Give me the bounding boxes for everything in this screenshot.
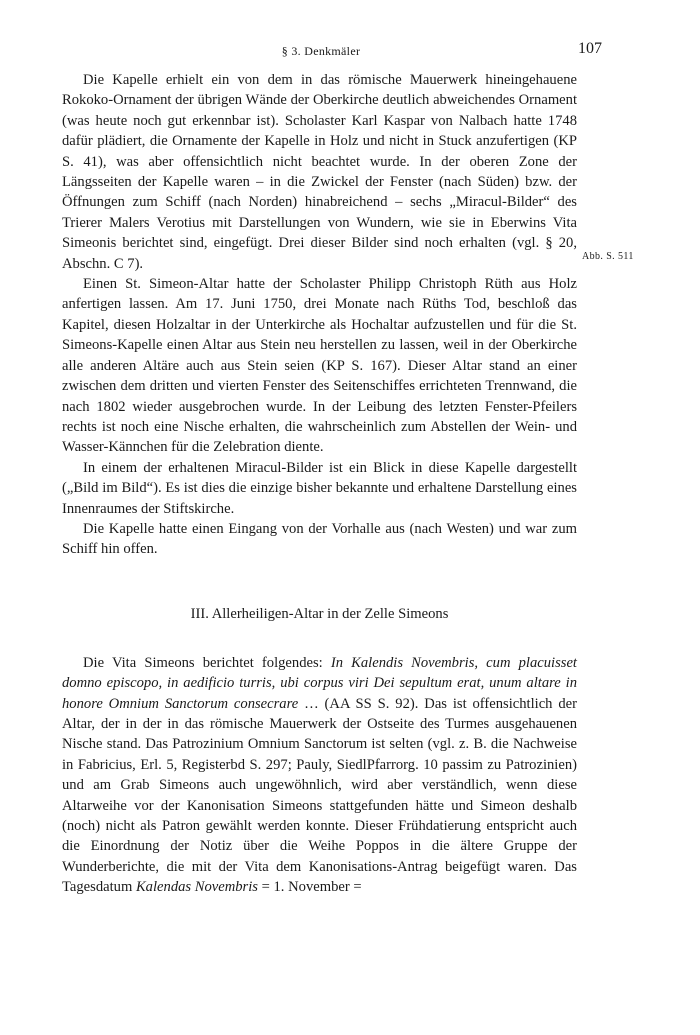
vita-commentary: … (AA SS S. 92). Das ist offensichtlich der Altar, der in der in das römische Mauerwerk der Ostseite des Turmes ausgehauenen Nische stand. Das Patrozinium Omnium Sanctorum ist selten (vgl. z. B. die Nachweise in Fabricius, Erl. 5, Registerbd S. 297; Pauly, SiedlPfarrorg. 10 passim zu Patrozinien) und am Grab Simeons auch ungewöhnlich, wird aber verständlich, wenn diese Altarweihe vor der Kanonisation Simeons stattgefunden hätte und Simeon deshalb (noch) nicht als Patron gewählt werden konnte. Dieser Frühdatierung entspricht auch die Einordnung der Notiz über die Weihe Poppos in die ältere Gruppe der Wunderberichte, die mit der Vita dem Kanonisations-Antrag beigefügt waren. Das Tagesdatum — [62, 695, 577, 896]
paragraph-kapelle-ornament: Die Kapelle erhielt ein von dem in das römische Mauerwerk hineingehauene Rokoko-Ornament der übrigen Wände der Oberkirche deutlich abweichendes Ornament (was heute noch gut erkennbar ist). Scholaster Karl Kaspar von Nalbach hatte 1748 dafür plädiert, die Ornamente der Kapelle in Holz und nicht in Stuck anzufertigen (KP S. 41), was aber offensichtlich nicht beachtet wurde. In der oberen Zone der Längsseiten der Kapelle waren – in die Zwickel der Fenster (nach Süden) bzw. der Öffnungen zum Schiff (nach Norden) hinabreichend – sechs „Miracul-Bilder“ des Trierer Malers Verotius mit Darstellungen von Wundern, wie sie in Eberwins Vita Simeonis berichtet sind, eingefügt. Drei dieser Bilder sind noch erhalten (vgl. § 20, Abschn. C 7). — [62, 72, 577, 272]
paragraph-simeon-altar: Einen St. Simeon-Altar hatte der Scholaster Philipp Christoph Rüth aus Holz anfertigen lassen. Am 17. Juni 1750, drei Monate nach Rüths Tod, beschloß das Kapitel, diesen Holzaltar in der Unterkirche als Hochaltar aufzustellen und für die St. Simeons-Kapelle einen Altar aus Stein neu herstellen zu lassen, weil in der Oberkirche alle anderen Altäre auch aus Stein seien (KP S. 167). Dieser Altar stand an einer zwischen dem dritten und vierten Fenster des Seitenschiffes errichteten Trennwand, die nach 1802 wieder ausgebrochen wurde. In der Leibung des letzten Fenster-Pfeilers rechts ist noch eine Nische erhalten, die wahrscheinlich zum Abstellen der Wein- und Wasser-Kännchen für die Zelebration diente. — [62, 276, 577, 456]
page-number: 107 — [578, 40, 602, 57]
vita-quote: In Kalendis Novembris, cum placuisset domno episcopo, in aedificio turris, ubi corpus viri Dei sepultum erat, unum altare in honore Omnium Sanctorum consecrare — [62, 654, 577, 712]
vita-lead: Die Vita Simeons berichtet folgendes: — [83, 654, 331, 671]
paragraph-vita-simeons — [62, 653, 577, 898]
paragraph-miracul-bilder: In einem der erhaltenen Miracul-Bilder ist ein Blick in diese Kapelle dargestellt („Bild im Bild“). Es ist dies die einzige bisher bekannte und erhaltene Darstellung eines Innenraumes der Stiftskirche. — [62, 459, 577, 517]
section-heading: III. Allerheiligen-Altar in der Zelle Simeons — [190, 605, 449, 622]
paragraph-eingang: Die Kapelle hatte einen Eingang von der Vorhalle aus (nach Westen) und war zum Schiff hin offen. — [62, 520, 577, 558]
margin-note: Abb. S. 511 — [582, 251, 634, 262]
date-term: Kalendas Novembris — [135, 879, 258, 896]
vita-ending: = 1. November = — [257, 879, 362, 896]
running-header: § 3. Denkmäler — [281, 44, 361, 58]
page-body — [62, 70, 577, 898]
